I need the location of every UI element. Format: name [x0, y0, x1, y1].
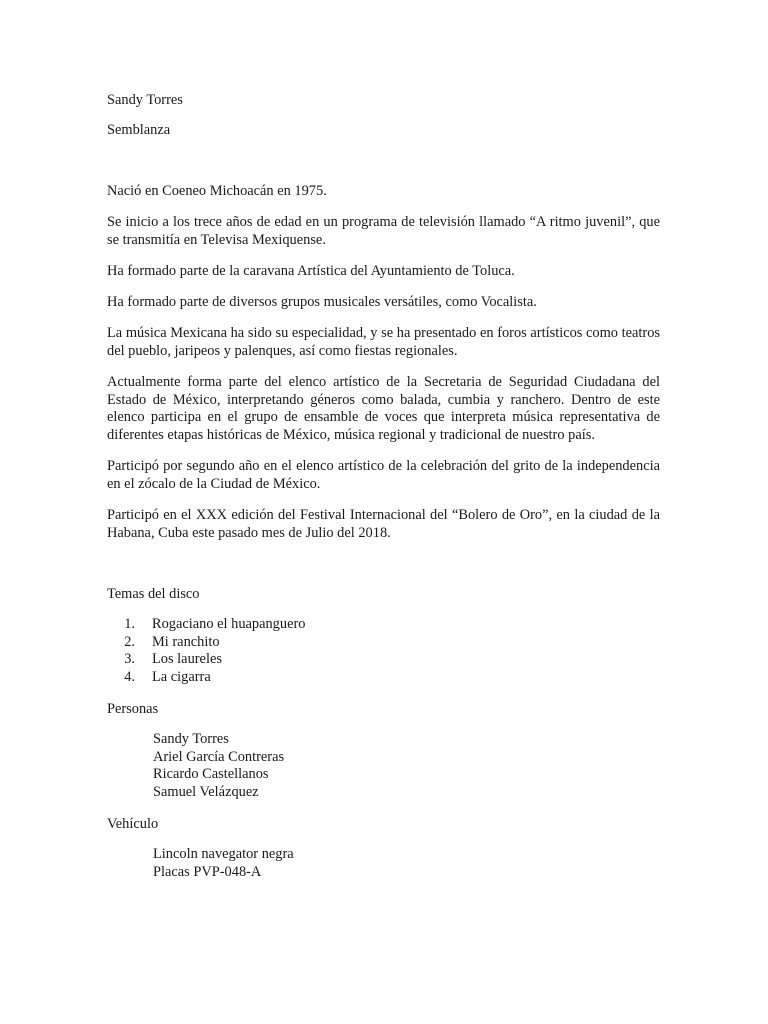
- people-list: [153, 731, 284, 802]
- vehicle-list: [153, 846, 294, 881]
- list-item: 1. Rogaciano el huapanguero: [124, 616, 306, 632]
- bio-paragraph-birth: Nació en Coeneo Michoacán en 1975.: [107, 183, 327, 199]
- people-heading: Personas: [107, 701, 159, 717]
- track-title: Mi ranchito: [152, 633, 220, 650]
- bio-paragraph-current: Actualmente forma parte del elenco artístico de la Secretaria de Seguridad Ciudadana del Estado de México, interpretando géneros como balada, cumbia y ranchero. Dentro de este elenco participa en el grupo de ensamble de voces que interpreta música representativa de diferentes etapas históricas de México, música regional y tradicional de nuestro país.: [107, 374, 660, 443]
- author-name: Sandy Torres: [107, 92, 183, 108]
- track-title: Los laureles: [152, 651, 222, 668]
- bio-paragraph-specialty: La música Mexicana ha sido su especialidad, y se ha presentado en foros artísticos como teatros del pueblo, jaripeos y palenques, así como fiestas regionales.: [107, 325, 660, 359]
- list-item: Sandy Torres: [153, 731, 229, 747]
- bio-paragraph-caravana: Ha formado parte de la caravana Artística del Ayuntamiento de Toluca.: [107, 263, 515, 279]
- tracks-list: [107, 616, 305, 687]
- document-subtitle: Semblanza: [107, 122, 171, 138]
- list-item: 3. Los laureles: [124, 651, 222, 668]
- list-item: Samuel Velázquez: [153, 784, 259, 801]
- list-item: 4. La cigarra: [124, 669, 211, 686]
- list-item: Ricardo Castellanos: [153, 766, 269, 783]
- list-item: Lincoln navegator negra: [153, 846, 294, 862]
- track-title: La cigarra: [152, 669, 211, 686]
- bio-paragraph-start: Se inicio a los trece años de edad en un programa de televisión llamado “A ritmo juvenil”, que se transmitía en Televisa Mexiquense.: [107, 214, 660, 248]
- tracks-heading: Temas del disco: [107, 586, 200, 602]
- track-title: Rogaciano el huapanguero: [152, 616, 306, 632]
- bio-paragraph-groups: Ha formado parte de diversos grupos musicales versátiles, como Vocalista.: [107, 294, 537, 310]
- bio-paragraph-bolero: Participó en el XXX edición del Festival Internacional del “Bolero de Oro”, en la ciudad de la Habana, Cuba este pasado mes de Julio del 2018.: [107, 507, 660, 541]
- list-item: 2. Mi ranchito: [124, 633, 220, 650]
- list-item: Ariel García Contreras: [153, 748, 285, 765]
- vehicle-heading: Vehículo: [107, 816, 159, 832]
- bio-paragraph-grito: Participó por segundo año en el elenco artístico de la celebración del grito de la independencia en el zócalo de la Ciudad de México.: [107, 458, 660, 492]
- list-item: Placas PVP-048-A: [153, 863, 262, 880]
